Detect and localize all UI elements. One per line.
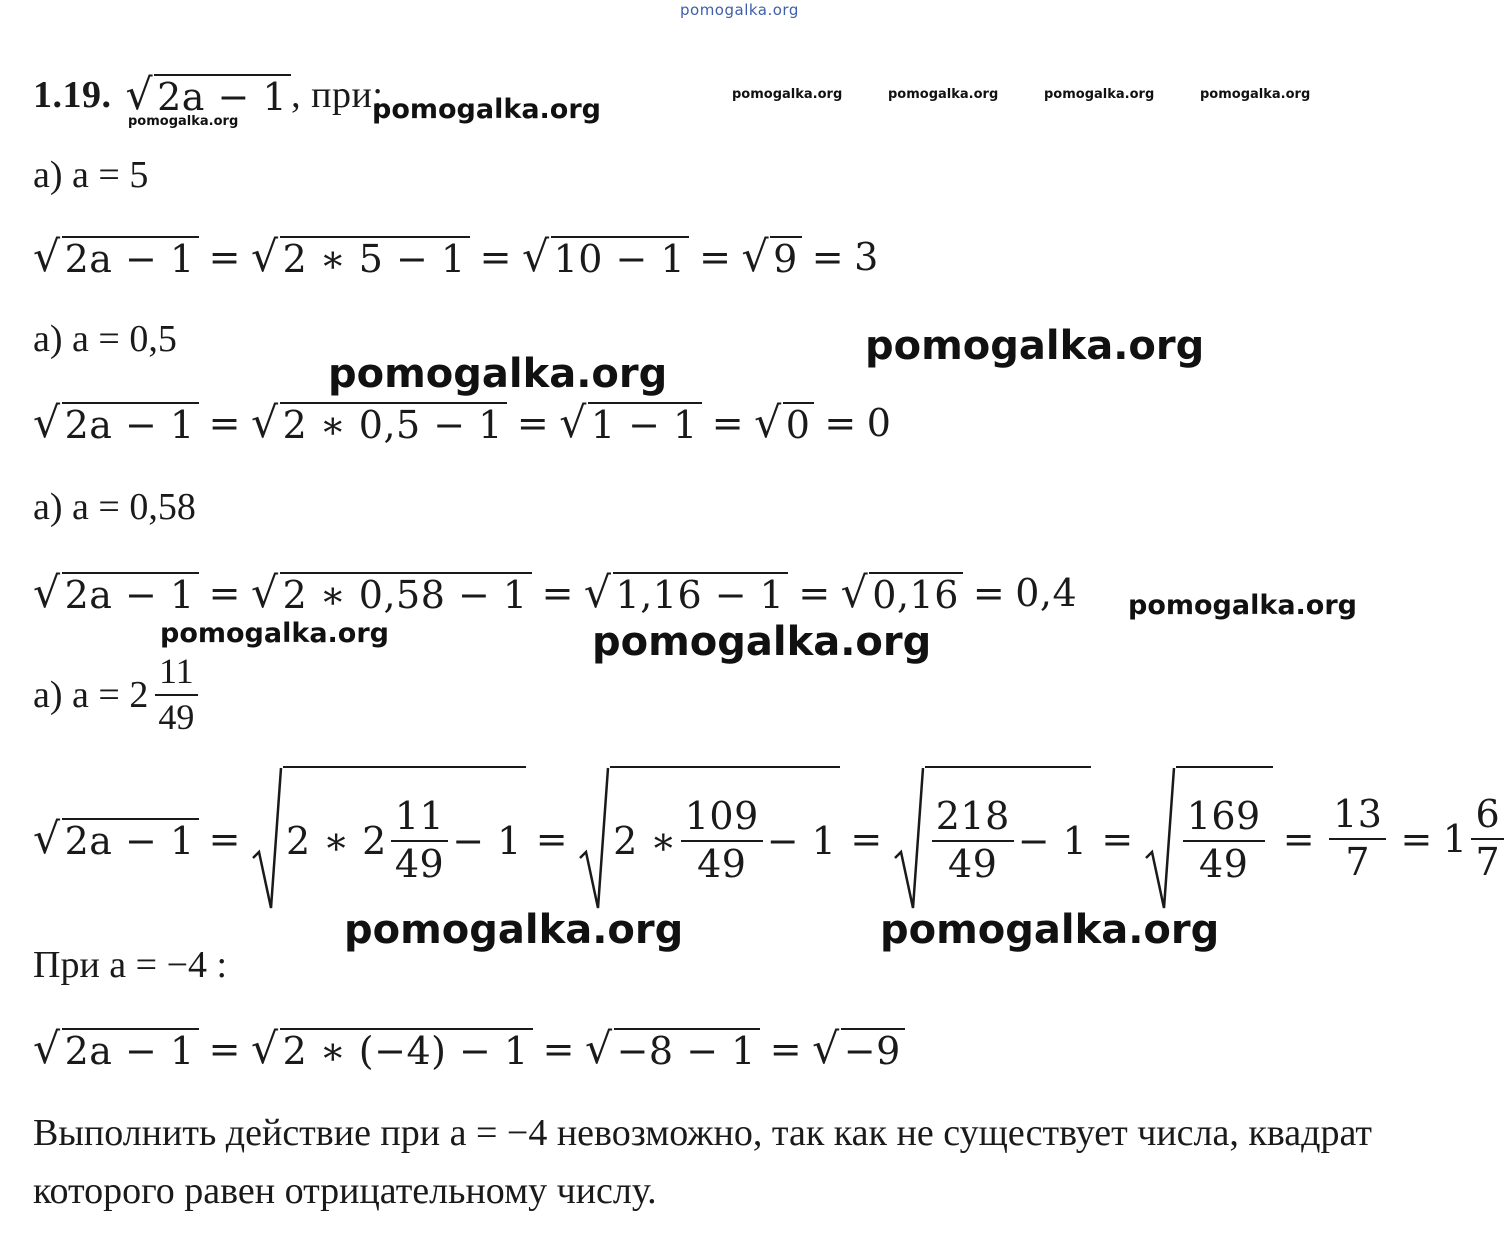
case-4-label-prefix: а) a = 2 (33, 673, 149, 716)
step-3-denominator: 49 (948, 842, 998, 886)
step-3-suffix: − 1 (1017, 819, 1088, 863)
case-4-equation: √ 2a − 1 = 2 ∗ 2 $\frac{11}{49}$ − 1 = 2 ∗ $\frac{109}{49}$ − 1 = $\frac{218}{49}$ − 1 = $\frac{169}{49}$ = $\frac{13}{7}$ = 1 $\frac{6}{7}$ (33, 764, 1508, 914)
case-3-lhs: 2a − 1 (62, 572, 199, 615)
case-2-step-3: 0 (783, 402, 815, 445)
watermark-row4-left: pomogalka.org (344, 907, 684, 953)
case-4-lhs: 2a − 1 (62, 818, 199, 861)
case-4-step-4 (1144, 766, 1273, 912)
case-3-label: а) a = 0,58 (33, 486, 196, 528)
problem-suffix: , при: (291, 74, 384, 117)
negative-step-1: 2 ∗ (−4) − 1 (280, 1028, 533, 1071)
fraction-denominator: 49 (158, 696, 195, 737)
mixed-whole: 1 (1442, 817, 1468, 861)
problem-title (33, 70, 384, 120)
watermark-row3-center: pomogalka.org (592, 619, 932, 665)
watermark-header-3: pomogalka.org (1044, 87, 1155, 102)
case-3-step-1: 2 ∗ 0,58 − 1 (280, 572, 532, 615)
watermark-header-2: pomogalka.org (888, 87, 999, 102)
step-1-suffix: − 1 (452, 819, 522, 863)
case-4-step-3 (893, 766, 1092, 912)
watermark-header-1: pomogalka.org (732, 87, 843, 102)
conclusion-text: Выполнить действие при a = −4 невозможно, так как не существует числа, квадрат которого равен отрицательному числу. (33, 1112, 1372, 1212)
watermark-title: pomogalka.org (372, 94, 601, 125)
case-1-step-2: 10 − 1 (551, 236, 690, 279)
case-1-equation: √ 2a − 1 = √ 2 ∗ 5 − 1 = √ 10 − 1 = √ 9 = 3 (33, 232, 879, 282)
case-3-step-2: 1,16 − 1 (613, 572, 789, 615)
sqrt-expression: √ 2a − 1 (126, 74, 292, 117)
step-5-numerator: 13 (1329, 794, 1386, 840)
step-1-denominator: 49 (394, 842, 445, 886)
case-4-label (33, 652, 202, 737)
case-4-step-1 (251, 766, 526, 912)
case-1-step-1: 2 ∗ 5 − 1 (280, 236, 470, 279)
watermark-mid-right: pomogalka.org (865, 323, 1205, 369)
case-2-step-2: 1 − 1 (588, 402, 702, 445)
case-4-step-2 (578, 766, 840, 912)
negative-step-2: −8 − 1 (614, 1028, 760, 1071)
watermark-header-4: pomogalka.org (1200, 87, 1311, 102)
watermark-row4-right: pomogalka.org (880, 907, 1220, 953)
step-1-prefix: 2 ∗ 2 (285, 819, 387, 863)
negative-lhs: 2a − 1 (62, 1028, 199, 1071)
negative-step-3: −9 (841, 1028, 905, 1071)
step-4-denominator: 49 (1199, 842, 1249, 886)
watermark-row3-left: pomogalka.org (160, 618, 389, 649)
watermark-top: pomogalka.org (680, 1, 799, 19)
mixed-denominator: 7 (1475, 840, 1501, 884)
case-2-lhs: 2a − 1 (62, 402, 199, 445)
case-1-label: а) a = 5 (33, 154, 149, 196)
case-2-step-1: 2 ∗ 0,5 − 1 (280, 402, 507, 445)
step-1-numerator: 11 (391, 796, 448, 842)
mixed-numerator: 6 (1471, 794, 1504, 840)
case-3-result: 0,4 (1015, 571, 1078, 616)
step-2-denominator: 49 (697, 842, 747, 886)
radicand: 2a − 1 (154, 74, 291, 117)
negative-case-label: При a = −4 : (33, 944, 228, 986)
case-2-label: а) a = 0,5 (33, 318, 177, 360)
case-4-step-5 (1329, 794, 1386, 884)
step-2-suffix: − 1 (766, 819, 837, 863)
step-4-numerator: 169 (1183, 796, 1265, 842)
case-1-step-3: 9 (770, 236, 802, 279)
case-2-equation: √ 2a − 1 = √ 2 ∗ 0,5 − 1 = √ 1 − 1 = √ 0 = 0 (33, 398, 892, 448)
step-2-prefix: 2 ∗ (613, 819, 677, 863)
case-3-equation: √ 2a − 1 = √ 2 ∗ 0,58 − 1 = √ 1,16 − 1 = √ 0,16 = 0,4 (33, 568, 1078, 618)
step-3-numerator: 218 (932, 796, 1014, 842)
watermark-small: pomogalka.org (128, 114, 239, 129)
case-1-result: 3 (854, 235, 879, 280)
problem-number: 1.19. (33, 74, 112, 117)
watermark-mid-left: pomogalka.org (328, 351, 668, 397)
case-1-lhs: 2a − 1 (62, 236, 199, 279)
case-4-mixed-fraction (1471, 794, 1504, 884)
case-2-result: 0 (866, 401, 892, 446)
case-4-label-fraction (154, 652, 198, 737)
case-3-step-3: 0,16 (869, 572, 963, 615)
step-5-denominator: 7 (1345, 840, 1371, 884)
watermark-row3-right: pomogalka.org (1128, 590, 1357, 621)
fraction-numerator: 11 (155, 652, 198, 696)
step-2-numerator: 109 (681, 796, 763, 842)
negative-case-equation: √ 2a − 1 = √ 2 ∗ (−4) − 1 = √ −8 − 1 = √ −9 (33, 1028, 905, 1071)
